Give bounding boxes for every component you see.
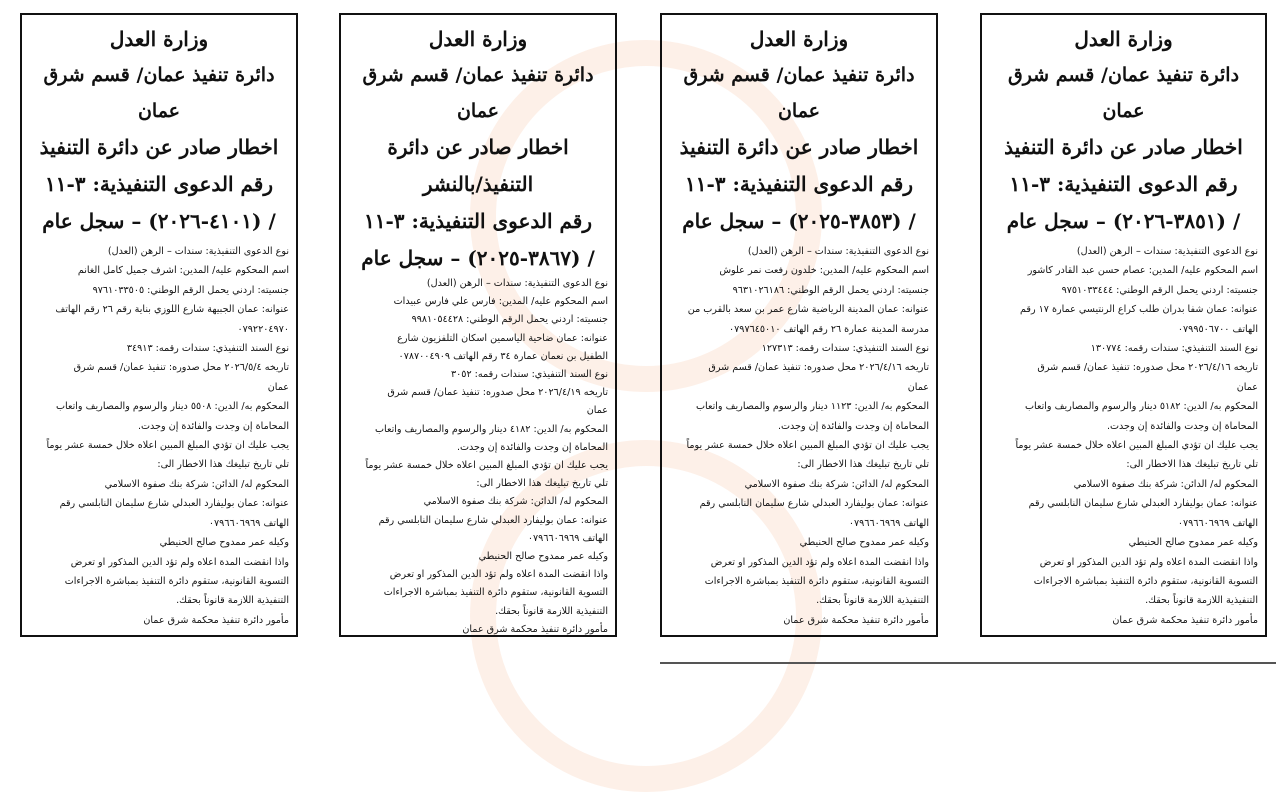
department-line: دائرة تنفيذ عمان/ قسم شرق [1007, 64, 1240, 86]
notice-line: وكيله عمر ممدوح صالح الحنيطي [478, 551, 608, 563]
ministry-heading: وزارة العدل [109, 27, 209, 51]
ministry-heading: وزارة العدل [1074, 27, 1173, 51]
notice-title: اخطار صادر عن دائرة التنفيذ [39, 135, 279, 159]
notice-line: عمان [1236, 381, 1258, 393]
notice-line: المحاماة إن وجدت والفائدة إن وجدت. [137, 420, 289, 432]
notice-line: المحكوم به/ الدين: ٥٥٠٨ دينار والرسوم والمصاريف واتعاب [55, 401, 289, 413]
case-number-line: رقم الدعوى التنفيذية: ٣-١١ [44, 172, 274, 196]
notice-line: التنفيذية اللازمة قانوناً بحقك. [1145, 595, 1258, 607]
notice-line: المحكوم له/ الدائن: شركة بنك صفوة الاسلامي [744, 478, 929, 490]
notice-line: جنسيته: اردني يحمل الرقم الوطني: ٩٧٥١٠٣٣٤٤٤ [1061, 284, 1258, 296]
notice-title: اخطار صادر عن دائرة [387, 135, 569, 159]
notice-line: نوع السند التنفيذي: سندات رقمه: ١٣٠٧٧٤ [1090, 343, 1258, 355]
notice-signature: مأمور دائرة تنفيذ محكمة شرق عمان [462, 623, 608, 635]
notice-line: المحاماة إن وجدت والفائدة إن وجدت. [456, 441, 608, 453]
notice-line: التنفيذية اللازمة قانوناً بحقك. [495, 605, 608, 617]
notice-line: عنوانه: عمان بوليفارد العبدلي شارع سليمان النابلسي رقم [378, 514, 608, 526]
notice-line: الطفيل بن نعمان عمارة ٣٤ رقم الهاتف ٠٧٨٧٠٠٤٩٠٩ [398, 350, 608, 362]
notice-card-2 [660, 13, 938, 637]
notice-line: عمان [907, 381, 929, 393]
notice-line: التسوية القانونية، ستقوم دائرة التنفيذ بمباشرة الاجراءات [64, 575, 289, 587]
notice-line: المحكوم به/ الدين: ٥١٨٢ دينار والرسوم والمصاريف واتعاب [1024, 401, 1258, 413]
notice-line: عمان [267, 381, 289, 393]
notice-line: تاريخه ٢٠٢٦/٤/١٦ محل صدوره: تنفيذ عمان/ قسم شرق [708, 362, 929, 374]
notice-line: اسم المحكوم عليه/ المدين: خلدون رفعت نمر علوش [719, 265, 929, 277]
notice-body [348, 275, 608, 637]
notice-line: التنفيذية اللازمة قانوناً بحقك. [176, 595, 289, 607]
notice-line: واذا انقضت المدة اعلاه ولم تؤد الدين المذكور او تعرض [389, 569, 608, 581]
case-number-line: رقم الدعوى التنفيذية: ٣-١١ [1009, 172, 1238, 196]
notice-line: تلي تاريخ تبليغك هذا الاخطار الى: [1126, 459, 1258, 471]
notice-line: واذا انقضت المدة اعلاه ولم تؤد الدين المذكور او تعرض [710, 556, 929, 568]
notice-line: المحاماة إن وجدت والفائدة إن وجدت. [1106, 420, 1258, 432]
notice-card-3 [339, 13, 617, 637]
notice-line: المحكوم به/ الدين: ١١٢٣ دينار والرسوم والمصاريف واتعاب [695, 401, 929, 413]
department-line: دائرة تنفيذ عمان/ قسم شرق [43, 64, 275, 86]
notice-line: الهاتف ٠٧٩٦٦٠٦٩٦٩ [208, 517, 289, 529]
notice-card-4 [20, 13, 298, 637]
notice-line: تاريخه ٢٠٢٦/٥/٤ محل صدوره: تنفيذ عمان/ قسم شرق [73, 362, 289, 374]
notice-line: عنوانه: عمان بوليفارد العبدلي شارع سليمان النابلسي رقم [59, 498, 289, 510]
notice-line: نوع الدعوى التنفيذية: سندات – الرهن (العدل) [426, 278, 608, 289]
divider-line [660, 662, 1276, 664]
ministry-heading: وزارة العدل [428, 27, 528, 51]
case-number-line: / (٤١٠١-٢٠٢٦) – سجل عام [42, 209, 276, 233]
notice-line: المحكوم به/ الدين: ٤١٨٢ دينار والرسوم والمصاريف واتعاب [374, 423, 608, 435]
department-line: عمان [456, 100, 500, 122]
notice-line: واذا انقضت المدة اعلاه ولم تؤد الدين المذكور او تعرض [1039, 556, 1258, 568]
notice-line: عنوانه: عمان المدينة الرياضية شارع عمر بن سعد بالقرب من [687, 304, 929, 316]
notice-line: عنوانه: عمان بوليفارد العبدلي شارع سليمان النابلسي رقم [699, 498, 929, 510]
notice-line: عنوانه: عمان شفا بدران طلب كراع الرنتيسي عمارة ١٧ رقم [1020, 304, 1258, 316]
notice-line: تاريخه ٢٠٢٦/٤/١٦ محل صدوره: تنفيذ عمان/ قسم شرق [1037, 362, 1258, 374]
notice-signature: مأمور دائرة تنفيذ محكمة شرق عمان [783, 614, 929, 626]
notice-body [29, 242, 289, 630]
notice-line: المحاماة إن وجدت والفائدة إن وجدت. [777, 420, 929, 432]
notice-line: تاريخه ٢٠٢٦/٤/١٩ محل صدوره: تنفيذ عمان/ قسم شرق [387, 387, 608, 399]
notice-body [989, 242, 1258, 630]
notice-line: المحكوم له/ الدائن: شركة بنك صفوة الاسلامي [1073, 478, 1258, 490]
notice-line: التسوية القانونية، ستقوم دائرة التنفيذ بمباشرة الاجراءات [383, 587, 608, 599]
notice-line: وكيله عمر ممدوح صالح الحنيطي [159, 537, 289, 549]
notice-card-1 [980, 13, 1267, 637]
notice-line: الهاتف ٠٧٩٦٦٠٦٩٦٩ [848, 517, 929, 529]
case-number-line: رقم الدعوى التنفيذية: ٣-١١ [363, 209, 593, 233]
notice-line: جنسيته: اردني يحمل الرقم الوطني: ٩٩٨١٠٥٤٤٢٨ [411, 314, 608, 326]
notice-line: الهاتف ٠٧٩٦٦٠٦٩٦٩ [527, 532, 608, 544]
ministry-heading: وزارة العدل [749, 27, 849, 51]
notice-line: يجب عليك ان تؤدي المبلغ المبين اعلاه خلال خمسة عشر يوماً [46, 440, 289, 452]
notice-line: عنوانه: عمان الجبيهة شارع اللوزي بناية رقم ٢٦ رقم الهاتف [55, 304, 289, 316]
department-line: عمان [137, 100, 181, 122]
notice-line: المحكوم له/ الدائن: شركة بنك صفوة الاسلامي [104, 478, 289, 490]
notice-line: نوع الدعوى التنفيذية: سندات – الرهن (العدل) [107, 246, 289, 257]
notice-line: عنوانه: عمان بوليفارد العبدلي شارع سليمان النابلسي رقم [1028, 498, 1258, 510]
notice-line: تلي تاريخ تبليغك هذا الاخطار الى: [476, 478, 608, 490]
notice-line: نوع الدعوى التنفيذية: سندات – الرهن (العدل) [1076, 246, 1258, 257]
notice-line: تلي تاريخ تبليغك هذا الاخطار الى: [797, 459, 929, 471]
notice-line: نوع الدعوى التنفيذية: سندات – الرهن (العدل) [747, 246, 929, 257]
notice-title: اخطار صادر عن دائرة التنفيذ [1004, 135, 1243, 159]
notice-line: اسم المحكوم عليه/ المدين: فارس علي فارس عبيدات [393, 296, 608, 308]
notice-signature: مأمور دائرة تنفيذ محكمة شرق عمان [143, 614, 289, 626]
notice-line: وكيله عمر ممدوح صالح الحنيطي [1128, 537, 1258, 549]
notice-line: نوع السند التنفيذي: سندات رقمه: ٣٤٩١٣ [126, 343, 289, 355]
case-number-line: / (٣٨٥١-٢٠٢٦) – سجل عام [1006, 209, 1241, 233]
case-number-line: / (٣٨٥٣-٢٠٢٥) – سجل عام [682, 209, 916, 233]
notice-line: التنفيذية اللازمة قانوناً بحقك. [816, 595, 929, 607]
notice-line: عمان [586, 405, 608, 417]
notice-signature: مأمور دائرة تنفيذ محكمة شرق عمان [1112, 614, 1258, 626]
department-line: دائرة تنفيذ عمان/ قسم شرق [362, 64, 594, 86]
notice-title: اخطار صادر عن دائرة التنفيذ [679, 135, 919, 159]
notice-line: واذا انقضت المدة اعلاه ولم تؤد الدين المذكور او تعرض [70, 556, 289, 568]
notice-line: يجب عليك ان تؤدي المبلغ المبين اعلاه خلال خمسة عشر يوماً [686, 440, 929, 452]
notice-line: جنسيته: اردني يحمل الرقم الوطني: ٩٦٣١٠٢٦١٨٦ [732, 284, 929, 296]
notice-line: اسم المحكوم عليه/ المدين: اشرف جميل كامل الغانم [77, 265, 289, 277]
case-number-line: رقم الدعوى التنفيذية: ٣-١١ [684, 172, 914, 196]
notice-line: نوع السند التنفيذي: سندات رقمه: ٣٠٥٢ [450, 369, 608, 381]
notice-body [669, 242, 929, 630]
notice-line: وكيله عمر ممدوح صالح الحنيطي [799, 537, 929, 549]
notice-line: الهاتف ٠٧٩٦٦٠٦٩٦٩ [1177, 517, 1258, 529]
notice-line: الهاتف ٠٧٩٩٥٠٦٧٠٠ [1177, 323, 1258, 335]
notice-line: ٠٧٩٢٢٠٤٩٧٠ [237, 323, 289, 335]
notice-line: عنوانه: عمان ضاحية الياسمين اسكان التلفزيون شارع [397, 332, 608, 344]
notice-line: يجب عليك ان تؤدي المبلغ المبين اعلاه خلال خمسة عشر يوماً [365, 460, 608, 472]
notice-line: يجب عليك ان تؤدي المبلغ المبين اعلاه خلال خمسة عشر يوماً [1015, 440, 1258, 452]
notice-line: المحكوم له/ الدائن: شركة بنك صفوة الاسلامي [423, 496, 608, 508]
department-line: عمان [777, 100, 821, 122]
case-number-line: / (٣٨٦٧-٢٠٢٥) – سجل عام [361, 246, 595, 270]
notice-line: اسم المحكوم عليه/ المدين: عصام حسن عبد القادر كاشور [1027, 265, 1258, 277]
notice-line: تلي تاريخ تبليغك هذا الاخطار الى: [157, 459, 289, 471]
notice-title: التنفيذ/بالنشر [422, 172, 534, 196]
department-line: عمان [1102, 100, 1145, 122]
notice-line: نوع السند التنفيذي: سندات رقمه: ١٢٧٣١٣ [761, 343, 929, 355]
notice-line: التسوية القانونية، ستقوم دائرة التنفيذ بمباشرة الاجراءات [704, 575, 929, 587]
notice-line: جنسيته: اردني يحمل الرقم الوطني: ٩٧٦١٠٣٣٥٠٥ [92, 284, 289, 296]
department-line: دائرة تنفيذ عمان/ قسم شرق [683, 64, 915, 86]
notice-line: مدرسة المدينة عمارة ٢٦ رقم الهاتف ٠٧٩٧٦٤٥٠١٠ [728, 323, 929, 335]
notice-line: التسوية القانونية، ستقوم دائرة التنفيذ بمباشرة الاجراءات [1033, 575, 1258, 587]
